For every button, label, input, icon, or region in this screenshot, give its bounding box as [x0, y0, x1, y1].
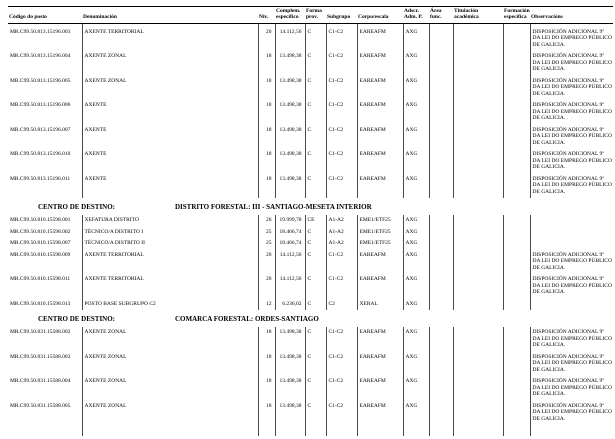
cell-forma: C — [305, 250, 326, 274]
col-header-formacion: Formación específica — [503, 7, 530, 24]
centro-destino-value: DISTRITO FORESTAL: III - SANTIAGO-MESETA INTERIOR — [175, 203, 372, 212]
cell-niv: 20 — [258, 23, 275, 51]
table-row — [8, 149, 613, 173]
cell-titulacion — [453, 227, 503, 238]
cell-formacion — [503, 352, 530, 376]
cell-subgrupo: C1-C2 — [326, 51, 357, 75]
cell-codigo: MR.C99.50.813.15196.003 — [10, 28, 71, 35]
cell-subgrupo: A1-A2 — [326, 215, 357, 226]
cell-codigo: MR.C99.50.810.15598.009 — [10, 251, 71, 258]
cell-corpo: EAREAFM — [357, 327, 403, 351]
cell-observacions: DISPOSICIÓN ADICIONAL 9ª DA LEI DO EMPREGO PÚBLICO DE GALICIA. — [530, 250, 613, 274]
cell-subgrupo: A1-A2 — [326, 227, 357, 238]
cell-area — [429, 299, 453, 310]
col-header-area: Área func. — [429, 7, 453, 24]
cell-complem: 13.498,38 — [275, 352, 305, 376]
cell-forma: C — [305, 227, 326, 238]
cell-complem: 19.999,78 — [275, 215, 305, 226]
spacer-cell — [530, 425, 613, 436]
cell-formacion — [503, 51, 530, 75]
cell-observacions: DISPOSICIÓN ADICIONAL 9ª DA LEI DO EMPREGO PÚBLICO DE GALICIA. — [530, 149, 613, 173]
cell-observacions: DISPOSICIÓN ADICIONAL 9ª DA LEI DO EMPREGO PÚBLICO DE GALICIA. — [530, 51, 613, 75]
cell-complem: 13.498,38 — [275, 125, 305, 149]
cell-observacions: DISPOSICIÓN ADICIONAL 9ª DA LEI DO EMPREGO PÚBLICO DE GALICIA. — [530, 100, 613, 124]
cell-complem: 13.498,38 — [275, 401, 305, 425]
table-header — [8, 7, 613, 24]
cell-denominacion: AXENTE ZONAL — [82, 352, 258, 376]
cell-niv: 20 — [258, 274, 275, 298]
cell-subgrupo: C1-C2 — [326, 76, 357, 100]
cell-adscr: AXG — [403, 125, 429, 149]
table-row — [8, 250, 613, 274]
cell-forma: C — [305, 376, 326, 400]
cell-complem: 13.498,38 — [275, 376, 305, 400]
cell-adscr: AXG — [403, 23, 429, 51]
cell-adscr: AXG — [403, 401, 429, 425]
cell-titulacion — [453, 352, 503, 376]
cell-area — [429, 250, 453, 274]
cell-formacion — [503, 250, 530, 274]
cell-codigo: MR.C99.50.810.15598.002 — [10, 228, 71, 235]
cell-adscr: AXG — [403, 174, 429, 198]
cell-codigo: MR.C99.50.813.15196.007 — [10, 126, 71, 133]
cell-forma: C — [305, 76, 326, 100]
cell-formacion — [503, 376, 530, 400]
cell-denominacion: AXENTE ZONAL — [82, 51, 258, 75]
cell-complem: 13.498,38 — [275, 327, 305, 351]
cell-adscr: AXG — [403, 327, 429, 351]
cell-niv: 18 — [258, 100, 275, 124]
table-row — [8, 125, 613, 149]
cell-complem: 13.498,38 — [275, 51, 305, 75]
cell-subgrupo: C1-C2 — [326, 327, 357, 351]
cell-denominacion: AXENTE ZONAL — [82, 76, 258, 100]
cell-corpo: EAREAFM — [357, 76, 403, 100]
cell-denominacion: TÉCNICO/A DISTRITO II — [82, 238, 258, 249]
cell-formacion — [503, 100, 530, 124]
cell-formacion — [503, 149, 530, 173]
cell-titulacion — [453, 401, 503, 425]
cell-niv: 18 — [258, 327, 275, 351]
cell-subgrupo: C1-C2 — [326, 401, 357, 425]
spacer-cell — [429, 425, 453, 436]
cell-denominacion: XEFATURA DISTRITO — [82, 215, 258, 226]
cell-niv: 25 — [258, 238, 275, 249]
cell-adscr: AXG — [403, 149, 429, 173]
cell-denominacion: AXENTE — [82, 149, 258, 173]
cell-codigo: MR.C99.50.831.15588.002 — [10, 329, 71, 336]
cell-area — [429, 327, 453, 351]
cell-area — [429, 125, 453, 149]
cell-niv: 18 — [258, 401, 275, 425]
cell-codigo: MR.C99.50.831.15588.005 — [10, 402, 71, 409]
section-header-cell — [8, 310, 613, 327]
cell-adscr: AXG — [403, 299, 429, 310]
col-header-denominacion: Denominación — [82, 7, 258, 24]
cell-area — [429, 76, 453, 100]
cell-complem: 13.498,38 — [275, 100, 305, 124]
cell-titulacion — [453, 376, 503, 400]
col-header-codigo: Código do posto — [8, 7, 82, 24]
table-row — [8, 174, 613, 198]
cell-formacion — [503, 227, 530, 238]
cell-forma: C — [305, 352, 326, 376]
cell-area — [429, 51, 453, 75]
cell-corpo: EAREAFM — [357, 376, 403, 400]
table-row — [8, 23, 613, 51]
col-header-niv: Niv. — [258, 7, 275, 24]
table-row — [8, 401, 613, 425]
cell-codigo: MR.C99.50.810.15598.013 — [10, 300, 71, 307]
cell-niv: 18 — [258, 376, 275, 400]
cell-denominacion: TÉCNICO/A DISTRITO I — [82, 227, 258, 238]
cell-forma: C — [305, 125, 326, 149]
cell-complem: 13.498,38 — [275, 149, 305, 173]
cell-area — [429, 100, 453, 124]
cell-adscr: AXG — [403, 352, 429, 376]
cell-observacions: DISPOSICIÓN ADICIONAL 9ª DA LEI DO EMPREGO PÚBLICO DE GALICIA. — [530, 327, 613, 351]
centro-destino-label: CENTRO DE DESTINO: — [38, 203, 116, 212]
cell-complem: 13.498,38 — [275, 174, 305, 198]
spacer-cell — [82, 425, 258, 436]
cell-forma: C — [305, 23, 326, 51]
cell-formacion — [503, 401, 530, 425]
cell-observacions: DISPOSICIÓN ADICIONAL 9ª DA LEI DO EMPREGO PÚBLICO DE GALICIA. — [530, 401, 613, 425]
cell-subgrupo: C1-C2 — [326, 125, 357, 149]
cell-observacions — [530, 299, 613, 310]
cell-subgrupo: C1-C2 — [326, 352, 357, 376]
cell-formacion — [503, 274, 530, 298]
table-row — [8, 352, 613, 376]
rpt-table — [8, 6, 613, 436]
cell-complem: 18.466,74 — [275, 238, 305, 249]
cell-area — [429, 149, 453, 173]
cell-codigo: MR.C99.50.831.15588.003 — [10, 353, 71, 360]
cell-formacion — [503, 23, 530, 51]
cell-corpo: EAREAFM — [357, 250, 403, 274]
cell-denominacion: AXENTE TERRITORIAL — [82, 274, 258, 298]
cell-observacions: DISPOSICIÓN ADICIONAL 9ª DA LEI DO EMPREGO PÚBLICO DE GALICIA. — [530, 125, 613, 149]
cell-formacion — [503, 299, 530, 310]
cell-corpo: EAREAFM — [357, 100, 403, 124]
cell-denominacion: AXENTE — [82, 174, 258, 198]
cell-codigo: MR.C99.50.810.15598.001 — [10, 217, 71, 224]
cell-corpo: EAREAFM — [357, 274, 403, 298]
cell-titulacion — [453, 274, 503, 298]
cell-titulacion — [453, 174, 503, 198]
cell-adscr: AXG — [403, 100, 429, 124]
cell-corpo: EAREAFM — [357, 51, 403, 75]
cell-corpo: EAREAFM — [357, 149, 403, 173]
cell-denominacion: POSTO BASE SUBGRUPO C2 — [82, 299, 258, 310]
table-row — [8, 327, 613, 351]
cell-formacion — [503, 76, 530, 100]
cell-adscr: AXG — [403, 250, 429, 274]
cell-formacion — [503, 215, 530, 226]
cell-codigo: MR.C99.50.813.15196.004 — [10, 53, 71, 60]
cell-adscr: AXG — [403, 376, 429, 400]
cell-codigo: MR.C99.50.813.15196.006 — [10, 102, 71, 109]
table-row — [8, 274, 613, 298]
cell-denominacion: AXENTE — [82, 125, 258, 149]
cell-corpo: EAREAFM — [357, 125, 403, 149]
cell-subgrupo: C1-C2 — [326, 274, 357, 298]
cell-adscr: AXG — [403, 76, 429, 100]
table-row — [8, 227, 613, 238]
cell-denominacion: AXENTE ZONAL — [82, 376, 258, 400]
table-row — [8, 100, 613, 124]
cell-corpo: EME1/ETF25 — [357, 227, 403, 238]
cell-niv: 18 — [258, 51, 275, 75]
cell-forma: C — [305, 149, 326, 173]
cell-formacion — [503, 174, 530, 198]
cell-denominacion: AXENTE ZONAL — [82, 327, 258, 351]
cell-area — [429, 23, 453, 51]
centro-destino-label: CENTRO DE DESTINO: — [38, 315, 116, 324]
cell-titulacion — [453, 100, 503, 124]
cell-subgrupo: C1-C2 — [326, 100, 357, 124]
table-row — [8, 51, 613, 75]
cell-adscr: AXG — [403, 51, 429, 75]
cell-titulacion — [453, 327, 503, 351]
spacer-cell — [8, 425, 82, 436]
cell-forma: C — [305, 299, 326, 310]
cell-complem: 13.498,38 — [275, 76, 305, 100]
section-header-cell — [8, 198, 613, 215]
col-header-observacions: Observacións — [530, 7, 613, 24]
cell-niv: 18 — [258, 76, 275, 100]
cell-adscr: AXG — [403, 215, 429, 226]
cell-codigo: MR.C99.50.813.15196.011 — [10, 175, 71, 182]
cell-complem: 6.236,02 — [275, 299, 305, 310]
spacer-cell — [326, 425, 357, 436]
cell-subgrupo: C1-C2 — [326, 376, 357, 400]
cell-area — [429, 274, 453, 298]
cell-complem: 14.112,56 — [275, 250, 305, 274]
cell-niv: 18 — [258, 125, 275, 149]
cell-forma: C — [305, 401, 326, 425]
col-header-forma: Forma prov. — [305, 7, 326, 24]
cell-titulacion — [453, 250, 503, 274]
cell-forma: C — [305, 238, 326, 249]
cell-observacions — [530, 238, 613, 249]
table-row — [8, 215, 613, 226]
cell-denominacion: AXENTE ZONAL — [82, 401, 258, 425]
cell-forma: C — [305, 174, 326, 198]
cell-subgrupo: C1-C2 — [326, 250, 357, 274]
table-body — [8, 23, 613, 436]
cell-codigo: MR.C99.50.813.15196.010 — [10, 151, 71, 158]
cell-titulacion — [453, 149, 503, 173]
cell-titulacion — [453, 51, 503, 75]
cell-forma: C — [305, 51, 326, 75]
cell-forma: C — [305, 274, 326, 298]
cell-niv: 20 — [258, 250, 275, 274]
cell-corpo: EAREAFM — [357, 352, 403, 376]
cell-codigo: MR.C99.50.813.15196.005 — [10, 77, 71, 84]
cell-observacions — [530, 227, 613, 238]
cell-observacions — [530, 215, 613, 226]
col-header-subgrupo: Subgrupo — [326, 7, 357, 24]
cell-niv: 18 — [258, 352, 275, 376]
cell-titulacion — [453, 238, 503, 249]
cell-corpo: EME1/ETF25 — [357, 215, 403, 226]
cell-titulacion — [453, 76, 503, 100]
cell-titulacion — [453, 215, 503, 226]
cell-titulacion — [453, 23, 503, 51]
col-header-corpo: Corpo/escala — [357, 7, 403, 24]
cell-denominacion: AXENTE TERRITORIAL — [82, 23, 258, 51]
cell-niv: 18 — [258, 174, 275, 198]
cell-area — [429, 352, 453, 376]
cell-codigo: MR.C99.50.831.15588.004 — [10, 378, 71, 385]
cell-denominacion: AXENTE TERRITORIAL — [82, 250, 258, 274]
cell-formacion — [503, 125, 530, 149]
table-row — [8, 299, 613, 310]
col-header-adscr: Adscr. Adm. P. — [403, 7, 429, 24]
cell-subgrupo: A1-A2 — [326, 238, 357, 249]
cell-observacions: DISPOSICIÓN ADICIONAL 9ª DA LEI DO EMPREGO PÚBLICO DE GALICIA. — [530, 274, 613, 298]
section-header-row — [8, 310, 613, 327]
cell-forma: C — [305, 327, 326, 351]
spacer-cell — [503, 425, 530, 436]
table-row — [8, 376, 613, 400]
cell-formacion — [503, 238, 530, 249]
cell-area — [429, 238, 453, 249]
cell-complem: 14.112,56 — [275, 23, 305, 51]
cell-niv: 26 — [258, 215, 275, 226]
cell-codigo: MR.C99.50.810.15598.011 — [10, 276, 71, 283]
cell-area — [429, 401, 453, 425]
cell-corpo: XERAL — [357, 299, 403, 310]
spacer-cell — [403, 425, 429, 436]
col-header-complem: Complem. específico — [275, 7, 305, 24]
cell-forma: CE — [305, 215, 326, 226]
table-header-row — [8, 7, 613, 24]
spacer-cell — [258, 425, 275, 436]
cell-observacions: DISPOSICIÓN ADICIONAL 9ª DA LEI DO EMPREGO PÚBLICO DE GALICIA. — [530, 352, 613, 376]
cell-corpo: EAREAFM — [357, 174, 403, 198]
cell-titulacion — [453, 125, 503, 149]
centro-destino-value: COMARCA FORESTAL: ORDES-SANTIAGO — [175, 315, 319, 324]
cell-subgrupo: C1-C2 — [326, 174, 357, 198]
cell-corpo: EAREAFM — [357, 401, 403, 425]
table-row — [8, 76, 613, 100]
table-row-spacer — [8, 425, 613, 436]
cell-formacion — [503, 327, 530, 351]
cell-subgrupo: C2 — [326, 299, 357, 310]
spacer-cell — [357, 425, 403, 436]
spacer-cell — [275, 425, 305, 436]
cell-adscr: AXG — [403, 274, 429, 298]
cell-observacions: DISPOSICIÓN ADICIONAL 9ª DA LEI DO EMPREGO PÚBLICO DE GALICIA. — [530, 76, 613, 100]
cell-area — [429, 376, 453, 400]
cell-codigo: MR.C99.50.810.15598.007 — [10, 240, 71, 247]
cell-titulacion — [453, 299, 503, 310]
cell-niv: 18 — [258, 149, 275, 173]
cell-corpo: EAREAFM — [357, 23, 403, 51]
spacer-cell — [453, 425, 503, 436]
cell-observacions: DISPOSICIÓN ADICIONAL 9ª DA LEI DO EMPREGO PÚBLICO DE GALICIA. — [530, 23, 613, 51]
cell-complem: 14.112,56 — [275, 274, 305, 298]
cell-adscr: AXG — [403, 238, 429, 249]
cell-observacions: DISPOSICIÓN ADICIONAL 9ª DA LEI DO EMPREGO PÚBLICO DE GALICIA. — [530, 174, 613, 198]
cell-complem: 18.466,74 — [275, 227, 305, 238]
cell-area — [429, 227, 453, 238]
cell-area — [429, 174, 453, 198]
cell-forma: C — [305, 100, 326, 124]
cell-corpo: EME1/ETF25 — [357, 238, 403, 249]
cell-area — [429, 215, 453, 226]
table-row — [8, 238, 613, 249]
section-header-row — [8, 198, 613, 215]
cell-subgrupo: C1-C2 — [326, 23, 357, 51]
col-header-titulacion: Titulación académica — [453, 7, 503, 24]
cell-adscr: AXG — [403, 227, 429, 238]
cell-denominacion: AXENTE — [82, 100, 258, 124]
cell-niv: 12 — [258, 299, 275, 310]
cell-niv: 25 — [258, 227, 275, 238]
spacer-cell — [305, 425, 326, 436]
cell-subgrupo: C1-C2 — [326, 149, 357, 173]
cell-observacions: DISPOSICIÓN ADICIONAL 9ª DA LEI DO EMPREGO PÚBLICO DE GALICIA. — [530, 376, 613, 400]
